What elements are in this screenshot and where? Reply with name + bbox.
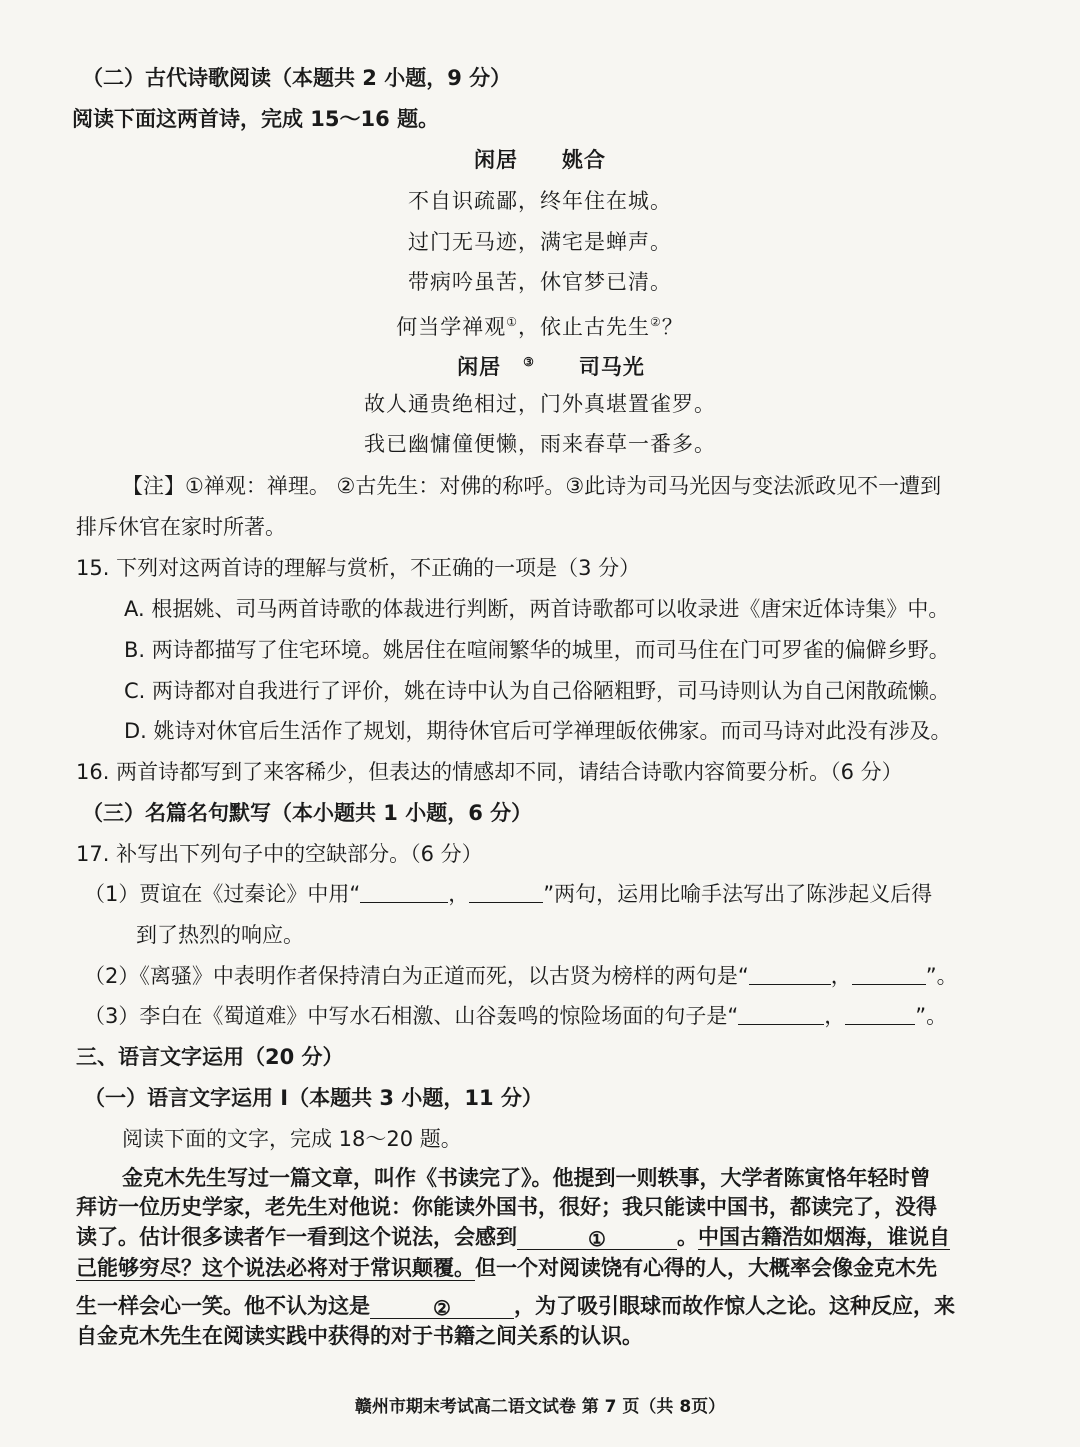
poem1-line-4: 何当学禅观①，依止古先生②？ bbox=[396, 315, 684, 339]
poem1-line-1: 不自识疏鄙，终年住在城。 bbox=[408, 189, 672, 213]
note-mark-2: ② bbox=[650, 315, 662, 329]
poem2-line-1: 故人通贵绝相过，门外真堪置雀罗。 bbox=[364, 392, 716, 416]
q16-stem: 16. 两首诗都写到了来客稀少，但表达的情感却不同，请结合诗歌内容简要分析。（6 分） bbox=[76, 760, 903, 784]
passage-blank-1[interactable]: ① bbox=[517, 1229, 677, 1250]
passage-line-6: 自金克木先生在阅读实践中获得的对于书籍之间关系的认识。 bbox=[76, 1323, 643, 1348]
note-mark-3: ③ bbox=[523, 355, 535, 369]
passage-blank-2[interactable]: ② bbox=[370, 1298, 514, 1319]
passage-line-2: 拜访一位历史学家，老先生对他说：你能读外国书，很好；我只能读中国书，都读完了，没得 bbox=[76, 1194, 937, 1219]
q15-option-b: B. 两诗都描写了住宅环境。姚居住在喧闹繁华的城里，而司马住在门可罗雀的偏僻乡野。 bbox=[124, 638, 950, 662]
q15-option-d: D. 姚诗对休官后生活作了规划，期待休官后可学禅理皈依佛家。而司马诗对此没有涉及。 bbox=[124, 719, 952, 743]
section-heading-recitation: （三）名篇名句默写（本小题共 1 小题，6 分） bbox=[82, 801, 533, 825]
notes-line-1: 【注】①禅观：禅理。 ②古先生：对佛的称呼。③此诗为司马光因与变法派政见不一遭到 bbox=[122, 474, 942, 498]
answer-blank[interactable] bbox=[749, 964, 831, 985]
page-footer: 赣州市期末考试高二语文试卷 第 7 页（共 8页） bbox=[354, 1397, 726, 1417]
passage-line-5: 生一样会心一笑。他不认为这是 ② ，为了吸引眼球而故作惊人之论。这种反应，来 bbox=[76, 1293, 955, 1320]
section-heading-language: 三、语言文字运用（20 分） bbox=[76, 1045, 344, 1069]
poem1-author: 姚合 bbox=[562, 147, 606, 172]
poem2-title-line bbox=[0, 348, 1080, 381]
poem2-author: 司马光 bbox=[578, 354, 645, 379]
answer-blank[interactable] bbox=[852, 964, 926, 985]
note-mark-1: ① bbox=[506, 315, 518, 329]
q17-stem: 17. 补写出下列句子中的空缺部分。（6 分） bbox=[76, 842, 483, 866]
poem1-title-line bbox=[0, 146, 1080, 174]
q17-item-3: （3）李白在《蜀道难》中写水石相激、山谷轰鸣的惊险场面的句子是“ ， ”。 bbox=[84, 1004, 948, 1028]
q15-option-c: C. 两诗都对自我进行了评价，姚在诗中认为自己俗陋粗野，司马诗则认为自己闲散疏懒。 bbox=[124, 679, 951, 703]
poem2-title: 闲居 ③ bbox=[457, 354, 535, 379]
poem1-title: 闲居 bbox=[474, 147, 518, 172]
instruction-15-16: 阅读下面这两首诗，完成 15～16 题。 bbox=[72, 107, 440, 131]
notes-line-2: 排斥休官在家时所著。 bbox=[76, 515, 286, 539]
answer-blank[interactable] bbox=[845, 1004, 915, 1025]
passage-line-4: 己能够穷尽？这个说法必将对于常识颠覆。但一个对阅读饶有心得的人，大概率会像金克木先 bbox=[76, 1255, 937, 1280]
passage-line-3: 读了。估计很多读者乍一看到这个说法，会感到 ① 。中国古籍浩如烟海，谁说自 bbox=[76, 1224, 950, 1251]
answer-blank[interactable] bbox=[738, 1004, 824, 1025]
q15-option-a: A. 根据姚、司马两首诗歌的体裁进行判断，两首诗歌都可以收录进《唐宋近体诗集》中。 bbox=[124, 597, 950, 621]
q17-item-1-cont: 到了热烈的响应。 bbox=[136, 923, 304, 947]
poem1-line-2: 过门无马迹，满宅是蝉声。 bbox=[408, 230, 672, 254]
poem2-line-2: 我已幽慵僮便懒，雨来春草一番多。 bbox=[364, 432, 716, 456]
answer-blank[interactable] bbox=[469, 882, 543, 903]
subsection-heading-language-1: （一）语言文字运用 I（本题共 3 小题，11 分） bbox=[84, 1086, 543, 1110]
poem1-line-3: 带病吟虽苦，休官梦已清。 bbox=[408, 270, 672, 294]
instruction-18-20: 阅读下面的文字，完成 18～20 题。 bbox=[122, 1127, 462, 1151]
q17-item-2: （2）《离骚》中表明作者保持清白为正道而死，以古贤为榜样的两句是“ ， ”。 bbox=[84, 964, 958, 988]
q15-stem: 15. 下列对这两首诗的理解与赏析，不正确的一项是（3 分） bbox=[76, 556, 641, 580]
answer-blank[interactable] bbox=[360, 882, 448, 903]
passage-line-1: 金克木先生写过一篇文章，叫作《书读完了》。他提到一则轶事，大学者陈寅恪年轻时曾 bbox=[122, 1165, 931, 1190]
q17-item-1: （1）贾谊在《过秦论》中用“ ， ”两句，运用比喻手法写出了陈涉起义后得 bbox=[84, 882, 933, 906]
section-heading-ancient-poetry: （二）古代诗歌阅读（本题共 2 小题，9 分） bbox=[82, 66, 512, 90]
